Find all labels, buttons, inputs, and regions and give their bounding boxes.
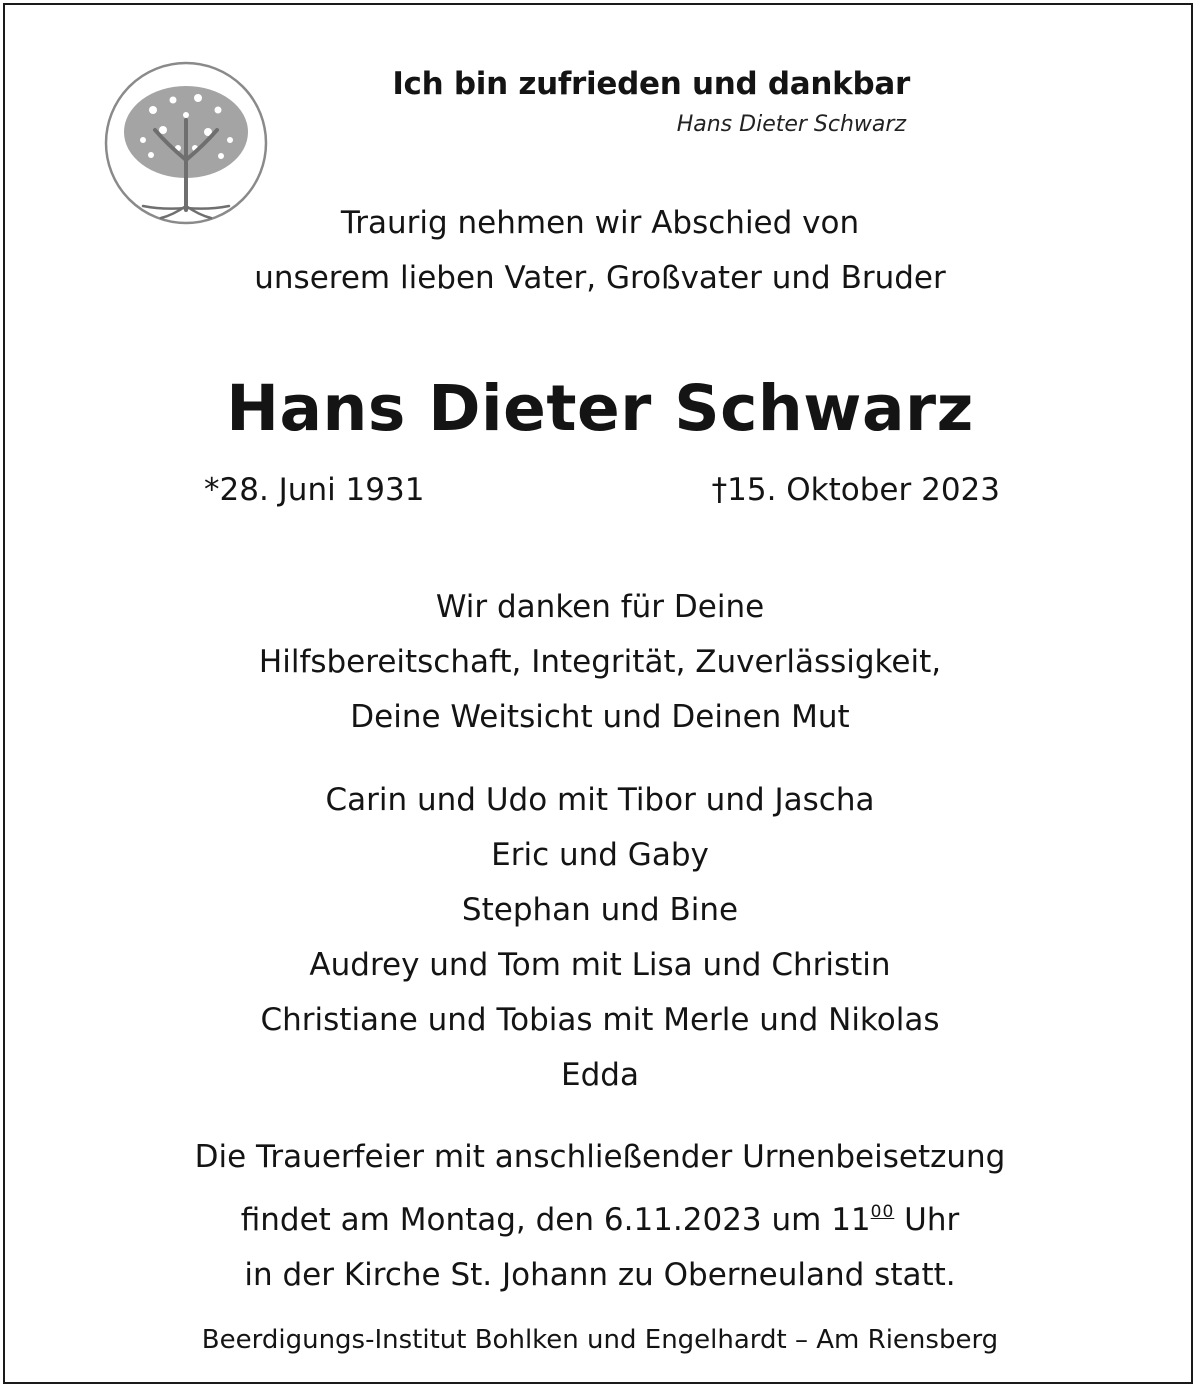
family-member: Stephan und Bine xyxy=(461,892,739,928)
service-line-2 xyxy=(0,1185,1200,1248)
service-line-3: in der Kirche St. Johann zu Oberneuland statt. xyxy=(244,1257,956,1293)
service-details xyxy=(0,1130,1200,1303)
family-list xyxy=(0,773,1200,1103)
service-line-1: Die Trauerfeier mit anschließender Urnenbeisetzung xyxy=(194,1139,1006,1175)
thanks-line-3: Deine Weitsicht und Deinen Mut xyxy=(350,699,850,735)
motto-author: Hans Dieter Schwarz xyxy=(676,112,906,137)
family-member: Carin und Udo mit Tibor und Jascha xyxy=(325,782,875,818)
family-member: Christiane und Tobias mit Merle und Nikolas xyxy=(260,1002,940,1038)
service-time-unit: Uhr xyxy=(894,1202,960,1238)
service-minutes: 00 xyxy=(870,1202,895,1222)
birth-date: *28. Juni 1931 xyxy=(204,472,425,508)
thanks-block xyxy=(0,580,1200,745)
death-date: †15. Oktober 2023 xyxy=(711,472,1000,508)
thanks-line-2: Hilfsbereitschaft, Integrität, Zuverlässigkeit, xyxy=(258,644,942,680)
thanks-line-1: Wir danken für Deine xyxy=(435,589,765,625)
motto-quote: Ich bin zufrieden und dankbar xyxy=(392,66,910,102)
service-date-time: findet am Montag, den 6.11.2023 um 11 xyxy=(240,1202,871,1238)
family-member: Audrey und Tom mit Lisa und Christin xyxy=(309,947,891,983)
funeral-home: Beerdigungs-Institut Bohlken und Engelhardt – Am Riensberg xyxy=(201,1325,999,1355)
intro-line-2: unserem lieben Vater, Großvater und Bruder xyxy=(254,260,946,296)
intro-line-1: Traurig nehmen wir Abschied von xyxy=(340,205,860,241)
deceased-name: Hans Dieter Schwarz xyxy=(226,372,974,445)
family-member: Eric und Gaby xyxy=(491,837,709,873)
family-member: Edda xyxy=(561,1057,639,1093)
